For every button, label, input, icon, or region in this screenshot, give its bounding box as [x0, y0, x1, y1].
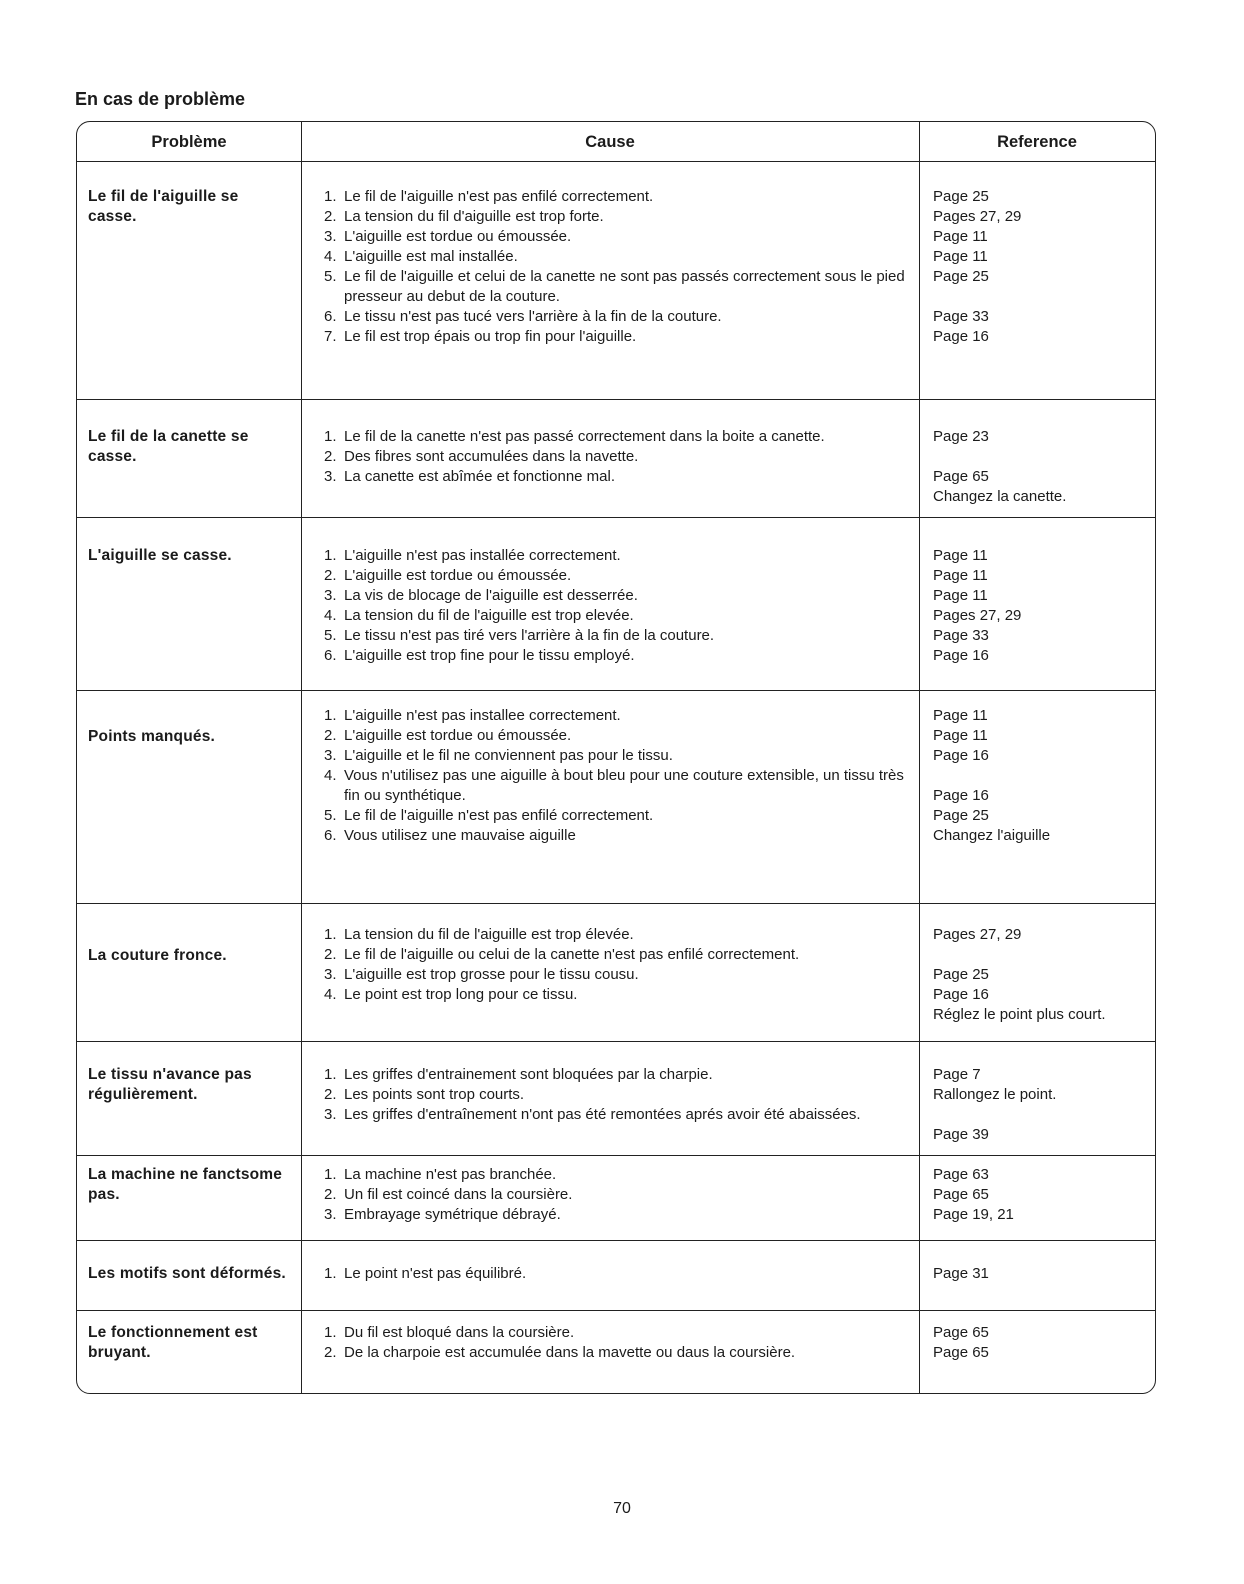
cause-item: 3. La canette est abîmée et fonctionne mal.: [324, 468, 616, 485]
reference-item: Page 33: [933, 627, 989, 644]
reference-list: [933, 1065, 1148, 1145]
reference-item: Changez l'aiguille: [933, 827, 1051, 844]
cause-item: 3. L'aiguille est trop grosse pour le tissu cousu.: [324, 966, 639, 983]
reference-item: Page 25: [933, 188, 989, 205]
page-title: En cas de problème: [75, 89, 246, 109]
row-divider: [77, 690, 1155, 691]
reference-item: Page 39: [933, 1126, 989, 1143]
problem-label: Le fil de l'aiguille se casse.: [88, 188, 239, 225]
reference-list: [933, 187, 1148, 347]
column-divider: [301, 122, 302, 1393]
cause-item: 4. Le point est trop long pour ce tissu.: [324, 986, 578, 1003]
reference-item: Page 7: [933, 1066, 981, 1083]
reference-list: [933, 706, 1148, 846]
row-divider: [77, 903, 1155, 904]
reference-item: Page 23: [933, 428, 989, 445]
cause-item: 6. Vous utilisez une mauvaise aiguille: [324, 827, 576, 844]
reference-item: Page 33: [933, 308, 989, 325]
problem-label: La couture fronce.: [88, 947, 227, 964]
row-divider: [77, 1041, 1155, 1042]
cause-list: [324, 706, 909, 846]
reference-item: Page 65: [933, 1324, 989, 1341]
problem-label: La machine ne fanctsome pas.: [88, 1166, 283, 1203]
reference-item: Page 25: [933, 268, 989, 285]
cause-list: [324, 1165, 909, 1225]
header-cause: Cause: [585, 133, 635, 151]
reference-list: [933, 1323, 1148, 1363]
cause-item: 2. De la charpoie est accumulée dans la mavette ou daus la coursière.: [324, 1344, 796, 1361]
reference-item: Page 16: [933, 328, 989, 345]
cause-item: 4. L'aiguille est mal installée.: [324, 248, 518, 265]
problem-label: L'aiguille se casse.: [88, 547, 232, 564]
reference-item: Page 16: [933, 647, 989, 664]
cause-item: 1. La machine n'est pas branchée.: [324, 1166, 557, 1183]
row-divider: [77, 1310, 1155, 1311]
reference-item: Pages 27, 29: [933, 208, 1022, 225]
reference-item: Page 11: [933, 707, 988, 724]
reference-list: [933, 427, 1148, 507]
reference-item: Réglez le point plus court.: [933, 1006, 1106, 1023]
problem-label: Les motifs sont déformés.: [88, 1265, 286, 1282]
reference-item: Page 16: [933, 986, 989, 1003]
cause-item: 6. L'aiguille est trop fine pour le tissu employé.: [324, 647, 635, 664]
cause-item: 7. Le fil est trop épais ou trop fin pour l'aiguille.: [324, 328, 637, 345]
cause-list: [324, 925, 909, 1005]
page-number: 70: [613, 1500, 631, 1517]
reference-item: Changez la canette.: [933, 488, 1067, 505]
reference-item: Page 25: [933, 966, 989, 983]
cause-list: [324, 546, 909, 666]
cause-item: 5. Le tissu n'est pas tiré vers l'arrière à la fin de la couture.: [324, 627, 715, 644]
reference-item: Page 65: [933, 1344, 989, 1361]
cause-item: 4. La tension du fil de l'aiguille est trop elevée.: [324, 607, 634, 624]
reference-item: Page 11: [933, 547, 988, 564]
cause-item: 2. Les points sont trop courts.: [324, 1086, 525, 1103]
cause-list: [324, 427, 909, 487]
header-reference: Reference: [997, 133, 1077, 151]
reference-item: Page 11: [933, 727, 988, 744]
reference-list: [933, 925, 1148, 1025]
cause-item: 1. Le fil de la canette n'est pas passé correctement dans la boite a canette.: [324, 428, 825, 445]
reference-item: Page 11: [933, 587, 988, 604]
cause-item: 2. L'aiguille est tordue ou émoussée.: [324, 567, 572, 584]
reference-item: Page 16: [933, 787, 989, 804]
cause-item: 5. Le fil de l'aiguille n'est pas enfilé correctement.: [324, 807, 654, 824]
problem-label: Points manqués.: [88, 728, 216, 745]
cause-list: [324, 187, 909, 347]
reference-item: Page 19, 21: [933, 1206, 1014, 1223]
row-divider: [77, 1155, 1155, 1156]
cause-list: [324, 1323, 909, 1363]
column-divider: [919, 122, 920, 1393]
cause-item: 3. La vis de blocage de l'aiguille est desserrée.: [324, 587, 638, 604]
cause-item: 1. Les griffes d'entrainement sont bloquées par la charpie.: [324, 1066, 713, 1083]
reference-list: [933, 546, 1148, 666]
cause-item: 1. Le point n'est pas équilibré.: [324, 1265, 527, 1282]
cause-item: 1. La tension du fil de l'aiguille est trop élevée.: [324, 926, 634, 943]
cause-item: 4. Vous n'utilisez pas une aiguille à bout bleu pour une couture extensible, un tissu très fin ou synthétique.: [324, 767, 904, 804]
cause-item: 3. L'aiguille et le fil ne conviennent pas pour le tissu.: [324, 747, 673, 764]
row-divider: [77, 517, 1155, 518]
reference-item: Page 25: [933, 807, 989, 824]
cause-item: 2. Des fibres sont accumulées dans la navette.: [324, 448, 639, 465]
reference-item: Page 11: [933, 228, 988, 245]
cause-item: 3. Les griffes d'entraînement n'ont pas été remontées aprés avoir été abaissées.: [324, 1106, 861, 1123]
reference-item: Page 65: [933, 1186, 989, 1203]
cause-item: 2. L'aiguille est tordue ou émoussée.: [324, 727, 572, 744]
reference-list: [933, 1165, 1148, 1225]
reference-item: Page 11: [933, 248, 988, 265]
cause-item: 1. L'aiguille n'est pas installee correctement.: [324, 707, 621, 724]
cause-item: 1. Du fil est bloqué dans la coursière.: [324, 1324, 575, 1341]
cause-item: 2. Le fil de l'aiguille ou celui de la canette n'est pas enfilé correctement.: [324, 946, 800, 963]
reference-item: Rallongez le point.: [933, 1086, 1057, 1103]
reference-item: Page 63: [933, 1166, 989, 1183]
reference-item: Pages 27, 29: [933, 926, 1022, 943]
row-divider: [77, 399, 1155, 400]
cause-list: [324, 1264, 909, 1284]
reference-list: [933, 1264, 1148, 1284]
cause-item: 1. L'aiguille n'est pas installée correctement.: [324, 547, 621, 564]
reference-item: Page 11: [933, 567, 988, 584]
problem-label: Le fil de la canette se casse.: [88, 428, 249, 465]
reference-item: Page 31: [933, 1265, 989, 1282]
reference-item: Page 65: [933, 468, 989, 485]
cause-item: 5. Le fil de l'aiguille et celui de la canette ne sont pas passés correctement sous le pied presseur au debut de la couture.: [324, 268, 905, 305]
reference-item: Pages 27, 29: [933, 607, 1022, 624]
row-divider: [77, 1240, 1155, 1241]
cause-item: 3. L'aiguille est tordue ou émoussée.: [324, 228, 572, 245]
cause-item: 1. Le fil de l'aiguille n'est pas enfilé correctement.: [324, 188, 654, 205]
cause-list: [324, 1065, 909, 1125]
header-probleme: Problème: [151, 133, 227, 151]
problem-label: Le tissu n'avance pas régulièrement.: [88, 1066, 252, 1103]
cause-item: 3. Embrayage symétrique débrayé.: [324, 1206, 561, 1223]
cause-item: 6. Le tissu n'est pas tucé vers l'arrière à la fin de la couture.: [324, 308, 722, 325]
reference-item: Page 16: [933, 747, 989, 764]
cause-item: 2. La tension du fil d'aiguille est trop forte.: [324, 208, 604, 225]
problem-label: Le fonctionnement est bruyant.: [88, 1324, 258, 1361]
cause-item: 2. Un fil est coincé dans la coursière.: [324, 1186, 573, 1203]
row-divider: [77, 161, 1155, 162]
